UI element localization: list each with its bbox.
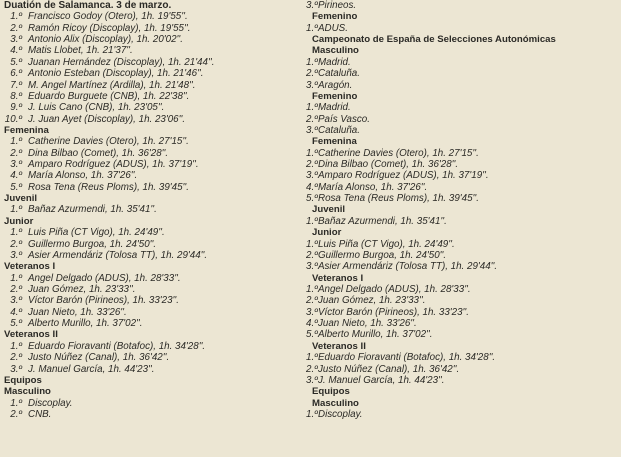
result-text: Luis Piña (CT Vigo), 1h. 24'49''.: [318, 238, 455, 250]
position-number: 8.º: [10, 90, 22, 102]
result-text: CNB.: [28, 408, 52, 420]
result-row: [0, 80, 300, 91]
result-text: Eduardo Fioravanti (Botafoc), 1h. 34'28''.: [318, 352, 496, 364]
section-heading-junior: Junior: [312, 227, 342, 239]
position-number: 3.º: [10, 295, 22, 307]
position-number: 3.º: [10, 249, 22, 261]
result-row: [0, 68, 300, 79]
result-text: Justo Núñez (Canal), 1h. 36'42''.: [28, 352, 170, 364]
result-row: [0, 284, 300, 295]
result-text: Juan Nieto, 1h. 33'26''.: [28, 306, 127, 318]
result-text: Víctor Barón (Pirineos), 1h. 33'23''.: [28, 295, 180, 307]
position-number: 2.º: [306, 363, 318, 375]
position-number: 5.º: [10, 318, 22, 330]
position-number: 2.º: [10, 352, 22, 364]
position-number: 5.º: [10, 56, 22, 68]
position-number: 2.º: [306, 295, 318, 307]
position-number: 1.º: [306, 408, 318, 420]
result-row: [306, 80, 621, 91]
position-number: 9.º: [10, 102, 22, 114]
result-text: Antonio Esteban (Discoplay), 1h. 21'46''.: [28, 68, 204, 80]
section-heading-femenino: Femenino: [312, 11, 358, 23]
left-column: [0, 0, 300, 420]
result-row: [0, 398, 300, 409]
position-number: 5.º: [306, 329, 318, 341]
result-row: [0, 204, 300, 215]
result-row: [306, 23, 621, 34]
result-text: Madrid.: [318, 102, 351, 114]
position-number: 3.º: [10, 159, 22, 171]
position-number: 1.º: [10, 11, 22, 23]
position-number: 10.º: [4, 113, 22, 125]
section-heading-veteranos-1: Veteranos I: [312, 272, 364, 284]
result-row: [306, 102, 621, 113]
position-number: 5.º: [306, 193, 318, 205]
result-text: Rosa Tena (Reus Ploms), 1h. 39'45''.: [28, 181, 189, 193]
position-number: 3.º: [10, 363, 22, 375]
section-heading-veteranos-2: Veteranos II: [4, 329, 58, 341]
result-text: Ramón Ricoy (Discoplay), 1h. 19'55''.: [28, 22, 191, 34]
result-text: Justo Núñez (Canal), 1h. 36'42''.: [318, 363, 460, 375]
result-row: [0, 148, 300, 159]
result-text: Discoplay.: [28, 397, 73, 409]
result-row: [306, 148, 621, 159]
section-heading-equipos: Equipos: [4, 374, 42, 386]
result-row: [306, 114, 621, 125]
result-text: Juan Gómez, 1h. 23'33''.: [28, 283, 136, 295]
result-text: Rosa Tena (Reus Ploms), 1h. 39'45''.: [318, 193, 479, 205]
result-row: [306, 193, 621, 204]
position-number: 3.º: [306, 261, 318, 273]
result-text: Dina Bilbao (Comet), 1h. 36'28''.: [28, 147, 169, 159]
position-number: 4.º: [10, 170, 22, 182]
result-text: ADUS.: [318, 22, 348, 34]
position-number: 1.º: [10, 340, 22, 352]
result-row: [306, 57, 621, 68]
result-text: Aragón.: [318, 79, 353, 91]
result-row: [0, 227, 300, 238]
position-number: 5.º: [10, 181, 22, 193]
result-text: Discoplay.: [318, 408, 363, 420]
result-text: Pirineos.: [318, 0, 357, 11]
result-row: [0, 341, 300, 352]
position-number: 4.º: [306, 318, 318, 330]
position-number: 1.º: [306, 352, 318, 364]
position-number: 1.º: [306, 56, 318, 68]
position-number: 2.º: [306, 113, 318, 125]
result-row: [306, 375, 621, 386]
result-row: [0, 57, 300, 68]
position-number: 2.º: [306, 159, 318, 171]
section-heading-juvenil: Juvenil: [312, 204, 346, 216]
position-number: 7.º: [10, 79, 22, 91]
position-number: 1.º: [10, 227, 22, 239]
position-number: 4.º: [10, 45, 22, 57]
section-heading-femenino: Femenino: [312, 90, 358, 102]
result-text: J. Juan Ayet (Discoplay), 1h. 23'06''.: [28, 113, 186, 125]
result-row: [306, 261, 621, 272]
result-text: Víctor Barón (Pirineos), 1h. 33'23''.: [318, 306, 470, 318]
section-heading-campeonato: Campeonato de España de Selecciones Autonómicas: [312, 34, 556, 46]
result-row: [306, 170, 621, 181]
position-number: 2.º: [10, 147, 22, 159]
position-number: 1.º: [10, 397, 22, 409]
result-row: [306, 0, 621, 11]
position-number: 1.º: [10, 204, 22, 216]
result-text: Alberto Murillo, 1h. 37'02''.: [28, 318, 143, 330]
result-text: M. Angel Martínez (Ardilla), 1h. 21'48''.: [28, 79, 196, 91]
result-row: [0, 91, 300, 102]
result-text: Guillermo Burgoa, 1h. 24'50''.: [318, 249, 447, 261]
result-text: María Alonso, 1h. 37'26''.: [28, 170, 138, 182]
position-number: 4.º: [10, 306, 22, 318]
section-heading-masculino: Masculino: [4, 386, 51, 398]
position-number: 3.º: [306, 306, 318, 318]
result-row: [0, 352, 300, 363]
result-text: Amparo Rodríguez (ADUS), 1h. 37'19''.: [318, 170, 489, 182]
result-row: [0, 295, 300, 306]
result-text: J. Manuel García, 1h. 44'23''.: [28, 363, 155, 375]
position-number: 2.º: [10, 408, 22, 420]
result-text: Bañaz Azurmendi, 1h. 35'41''.: [28, 204, 157, 216]
result-text: Catherine Davies (Otero), 1h. 27'15''.: [28, 136, 189, 148]
position-number: 2.º: [306, 249, 318, 261]
result-row: [306, 295, 621, 306]
result-text: Catherine Davies (Otero), 1h. 27'15''.: [318, 147, 479, 159]
section-heading-junior: Junior: [4, 215, 34, 227]
result-row: [306, 216, 621, 227]
result-row: [306, 182, 621, 193]
result-text: Juanan Hernández (Discoplay), 1h. 21'44''.: [28, 56, 215, 68]
result-text: María Alonso, 1h. 37'26''.: [318, 181, 428, 193]
result-row: [0, 273, 300, 284]
section-heading-veteranos-2: Veteranos II: [312, 340, 366, 352]
result-text: Cataluña.: [318, 124, 360, 136]
result-row: [306, 329, 621, 340]
result-text: Guillermo Burgoa, 1h. 24'50''.: [28, 238, 157, 250]
result-row: [0, 136, 300, 147]
result-text: Francisco Godoy (Otero), 1h. 19'55''.: [28, 11, 188, 23]
result-text: Eduardo Fioravanti (Botafoc), 1h. 34'28''.: [28, 340, 206, 352]
result-row: [0, 250, 300, 261]
result-row: [0, 34, 300, 45]
result-text: J. Luis Cano (CNB), 1h. 23'05''.: [28, 102, 165, 114]
result-row: [306, 409, 621, 420]
position-number: 2.º: [306, 68, 318, 80]
result-text: J. Manuel García, 1h. 44'23''.: [318, 374, 445, 386]
position-number: 1.º: [10, 272, 22, 284]
result-row: [0, 170, 300, 181]
result-text: Alberto Murillo, 1h. 37'02''.: [318, 329, 433, 341]
result-text: Antonio Alix (Discoplay), 1h. 20'02''.: [28, 34, 183, 46]
result-row: [0, 11, 300, 22]
result-row: [306, 352, 621, 363]
result-text: Asier Armendáriz (Tolosa TT), 1h. 29'44''.: [28, 249, 208, 261]
position-number: 1.º: [306, 238, 318, 250]
result-row: [306, 68, 621, 79]
result-row: [306, 307, 621, 318]
result-text: Amparo Rodríguez (ADUS), 1h. 37'19''.: [28, 159, 199, 171]
section-heading-equipos: Equipos: [312, 386, 350, 398]
result-text: Asier Armendáriz (Tolosa TT), 1h. 29'44''.: [318, 261, 498, 273]
result-text: Angel Delgado (ADUS), 1h. 28'33''.: [28, 272, 181, 284]
result-row: [306, 364, 621, 375]
position-number: 2.º: [10, 22, 22, 34]
section-heading-juvenil: Juvenil: [4, 193, 38, 205]
section-heading-masculino: Masculino: [312, 397, 359, 409]
result-text: Luis Piña (CT Vigo), 1h. 24'49''.: [28, 227, 165, 239]
result-text: Juan Gómez, 1h. 23'33''.: [318, 295, 426, 307]
section-heading-masculino: Masculino: [312, 45, 359, 57]
result-text: Eduardo Burguete (CNB), 1h. 22'38''.: [28, 90, 190, 102]
result-row: [0, 45, 300, 56]
position-number: 4.º: [306, 181, 318, 193]
result-row: [0, 102, 300, 113]
section-heading-veteranos-1: Veteranos I: [4, 261, 56, 273]
position-number: 3.º: [306, 374, 318, 386]
result-text: Dina Bilbao (Comet), 1h. 36'28''.: [318, 159, 459, 171]
section-heading-femenina: Femenina: [312, 136, 357, 148]
position-number: 3.º: [306, 170, 318, 182]
result-row: [0, 307, 300, 318]
result-row: [306, 239, 621, 250]
position-number: 1.º: [306, 147, 318, 159]
position-number: 1.º: [306, 215, 318, 227]
result-text: Bañaz Azurmendi, 1h. 35'41''.: [318, 215, 447, 227]
position-number: 3.º: [306, 0, 318, 11]
result-row: [0, 159, 300, 170]
position-number: 1.º: [306, 283, 318, 295]
result-text: Angel Delgado (ADUS), 1h. 28'33''.: [318, 283, 471, 295]
position-number: 2.º: [10, 283, 22, 295]
result-row: [306, 250, 621, 261]
position-number: 3.º: [306, 79, 318, 91]
result-row: [0, 364, 300, 375]
position-number: 1.º: [306, 102, 318, 114]
result-row: [0, 114, 300, 125]
position-number: 1.º: [10, 136, 22, 148]
result-row: [306, 284, 621, 295]
result-text: Juan Nieto, 1h. 33'26''.: [318, 318, 417, 330]
position-number: 3.º: [10, 34, 22, 46]
right-column: [306, 0, 621, 420]
position-number: 3.º: [306, 124, 318, 136]
result-row: [0, 239, 300, 250]
result-row: [306, 159, 621, 170]
result-row: [0, 182, 300, 193]
result-row: [0, 409, 300, 420]
result-text: País Vasco.: [318, 113, 370, 125]
result-row: [306, 125, 621, 136]
position-number: 2.º: [10, 238, 22, 250]
position-number: 1.º: [306, 22, 318, 34]
section-heading-femenina: Femenina: [4, 124, 49, 136]
position-number: 6.º: [10, 68, 22, 80]
result-text: Matis Llobet, 1h. 21'37''.: [28, 45, 133, 57]
result-text: Cataluña.: [318, 68, 360, 80]
result-text: Madrid.: [318, 56, 351, 68]
result-row: [0, 23, 300, 34]
result-row: [0, 318, 300, 329]
result-row: [306, 318, 621, 329]
event-title: Duatión de Salamanca. 3 de marzo.: [4, 0, 172, 11]
